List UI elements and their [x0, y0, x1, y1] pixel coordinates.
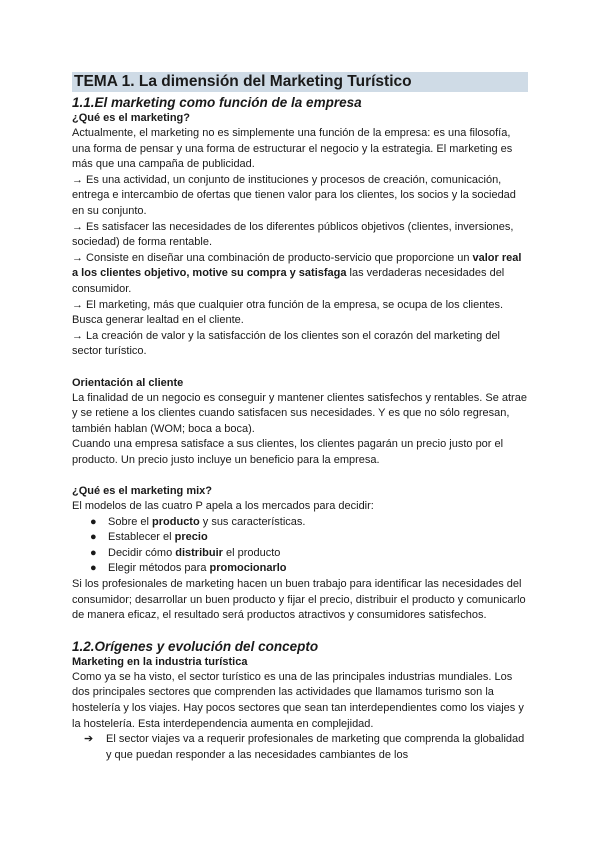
list-item-distribution	[90, 546, 528, 562]
list-item-keyword: distribuir	[175, 546, 223, 559]
list-item-text: Decidir cómo	[108, 546, 176, 559]
document-content	[72, 72, 528, 763]
bullet-icon: ●	[90, 546, 97, 559]
question-what-is-marketing: ¿Qué es el marketing?	[72, 112, 190, 124]
tourism-paragraph: Como ya se ha visto, el sector turístico es una de las principales industrias mundiales. Los dos principales sectores que comprenden las actividades que llamamos turismo son la hostelería y los viajes. Hay pocos sectores que sean tan interdependientes como los viajes y la hostelería. Esta interdependencia aumenta en complejidad.	[72, 670, 524, 730]
four-p-list	[72, 515, 528, 577]
arrow-point-3	[72, 251, 528, 298]
section-heading-1-2: 1.2.Orígenes y evolución del concepto	[72, 638, 319, 654]
bullet-icon: ●	[90, 562, 97, 575]
list-item-product	[90, 515, 528, 531]
marketing-mix-intro: El modelos de las cuatro P apela a los mercados para decidir:	[72, 500, 374, 513]
arrow-point-3-pre: → Consiste en diseñar una combinación de producto-servicio que proporcione un	[72, 251, 473, 264]
arrow-point-3-bold: valor real a los clientes objetivo, motive su compra y satisfaga	[72, 251, 522, 280]
list-item-keyword: producto	[152, 515, 200, 528]
arrow-point-5: → La creación de valor y la satisfacción de los clientes son el corazón del marketing del sector turístico.	[72, 329, 501, 358]
arrow-point-3-post: las verdaderas necesidades del consumidor.	[72, 267, 505, 295]
list-item-text: Elegir métodos para	[108, 562, 210, 575]
customer-orientation-paragraph-2: Cuando una empresa satisface a sus clientes, los clientes pagarán un precio justo por el producto. Un precio justo incluye un beneficio para la empresa.	[72, 438, 504, 466]
arrow-point-2: → Es satisfacer las necesidades de los diferentes públicos objetivos (clientes, inversiones, sociedad) de forma rentable.	[72, 220, 514, 249]
document-title: TEMA 1. La dimensión del Marketing Turístico	[72, 72, 528, 92]
list-item-text: Sobre el	[108, 515, 153, 528]
tourism-marketing-heading: Marketing en la industria turística	[72, 655, 248, 668]
arrow-right-icon: ➔	[84, 733, 94, 746]
list-item-promotion	[90, 561, 528, 577]
spacer	[72, 468, 528, 484]
section-heading-1-1: 1.1.El marketing como función de la empresa	[72, 95, 362, 110]
bullet-icon: ●	[90, 531, 97, 544]
list-item-text: el producto	[222, 546, 281, 559]
bullet-icon: ●	[90, 515, 97, 528]
marketing-mix-closing: Si los profesionales de marketing hacen un buen trabajo para identificar las necesidades del consumidor; desarrollar un buen producto y fijar el precio, distribuir el producto y comunicarlo de manera eficaz, el resultado será productos atractivos y consumidores satisfechos.	[72, 578, 526, 622]
list-item-keyword: precio	[174, 531, 208, 544]
marketing-mix-heading: ¿Qué es el marketing mix?	[72, 485, 212, 498]
list-item-price	[90, 530, 528, 546]
customer-orientation-paragraph-1: La finalidad de un negocio es conseguir y mantener clientes satisfechos y rentables. Se atrae y se retiene a los clientes cuando satisfacen sus necesidades. Y es que no sólo regresan, también hablan (WOM; boca a boca).	[72, 391, 527, 435]
arrow-point-1: → Es una actividad, un conjunto de instituciones y procesos de creación, comunicación, entrega e intercambio de ofertas que tienen valor para los clientes, los socios y la sociedad en su conjunto.	[72, 173, 516, 217]
list-item-keyword: promocionarlo	[209, 562, 287, 575]
arrow-list	[72, 732, 528, 763]
list-item	[84, 732, 528, 763]
list-item-text: Establecer el	[108, 531, 175, 544]
list-item-text: y sus características.	[199, 515, 306, 528]
customer-orientation-heading: Orientación al cliente	[72, 376, 184, 389]
list-item-text: El sector viajes va a requerir profesionales de marketing que comprenda la globalidad y que puedan responder a las necesidades cambiantes de los	[106, 733, 525, 761]
intro-paragraph: Actualmente, el marketing no es simplemente una función de la empresa: es una filosofía, una forma de pensar y una forma de estructurar el negocio y la estrategia. El marketing es más que una campaña de publicidad.	[72, 127, 513, 171]
arrow-point-4: → El marketing, más que cualquier otra función de la empresa, se ocupa de los clientes. Busca generar lealtad en el cliente.	[72, 298, 504, 327]
spacer	[72, 360, 528, 376]
